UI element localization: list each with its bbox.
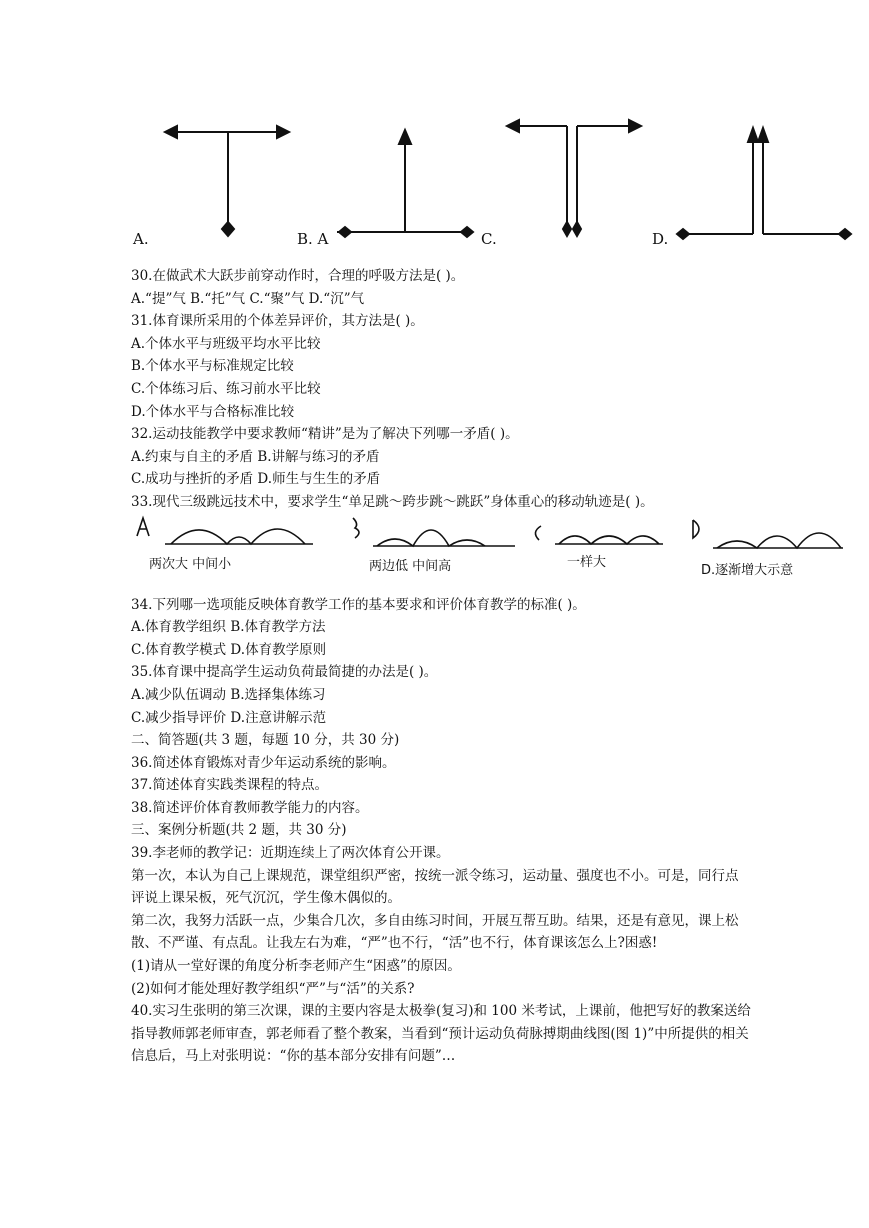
q35-options-ab: A.减少队伍调动 B.选择集体练习: [131, 686, 326, 703]
note-c: 一样大: [567, 554, 607, 570]
q32-stem: 32.运动技能教学中要求教师“精讲”是为了解决下列哪一矛盾( )。: [131, 426, 519, 443]
q34-options-cd: C.体育教学模式 D.体育教学原则: [131, 641, 327, 658]
q30-stem: 30.在做武术大跃步前穿动作时，合理的呼吸方法是( )。: [131, 268, 465, 284]
note-a: 两次大 中间小: [149, 556, 232, 572]
q39-intro: 39.李老师的教学记：近期连续上了两次体育公开课。: [131, 845, 450, 862]
section3-title: 三、案例分析题(共 2 题，共 30 分): [131, 822, 347, 839]
q35-options-cd: C.减少指导评价 D.注意讲解示范: [131, 709, 327, 726]
q38: 38.简述评价体育教师教学能力的内容。: [131, 799, 369, 816]
label-c: C.: [481, 230, 497, 248]
option-a-diagram: [165, 126, 289, 236]
option-d-diagram: [677, 128, 851, 239]
q31-option-b: B.个体水平与标准规定比较: [131, 358, 294, 375]
q37: 37.简述体育实践类课程的特点。: [131, 777, 328, 794]
q39-sub-question-2: (2)如何才能处理好教学组织“严”与“活”的关系?: [131, 980, 415, 997]
q35-stem: 35.体育课中提高学生运动负荷最简捷的办法是( )。: [131, 664, 438, 681]
q39-sub-question-1: (1)请从一堂好课的角度分析李老师产生“困惑”的原因。: [131, 958, 461, 975]
q31-option-c: C.个体练习后、练习前水平比较: [131, 380, 321, 397]
q40-text: 40.实习生张明的第三次课，课的主要内容是太极拳(复习)和 100 米考试，上课前，他把写好的教案送给指导教师郭老师审查，郭老师看了整个教案，当看到“预计运动负荷脉搏期曲线图(图 1)”中所提供的相关信息后，马上对张明说：“你的基本部分安排有问题”…: [131, 1003, 751, 1065]
trajectory-c: [535, 526, 663, 544]
q33-stem: 33.现代三级跳远技术中，要求学生“单足跳～跨步跳～跳跃”身体重心的移动轨迹是( )。: [131, 493, 654, 510]
q39-paragraph-1: 第一次，本认为自己上课规范，课堂组织严密，按统一派令练习，运动量、强度也不小。可是，同行点评说上课呆板，死气沉沉，学生像木偶似的。: [131, 867, 739, 907]
trajectory-a: [137, 518, 313, 544]
trajectory-b: [353, 518, 515, 546]
label-b: B. A: [297, 230, 329, 248]
note-d: D.逐渐增大示意: [701, 562, 794, 578]
option-c-diagram: [507, 120, 641, 236]
q31-option-a: A.个体水平与班级平均水平比较: [131, 335, 321, 352]
q31-option-d: D.个体水平与合格标准比较: [131, 403, 295, 420]
section2-title: 二、简答题(共 3 题，每题 10 分，共 30 分): [131, 732, 400, 749]
q32-options-ab: A.约束与自主的矛盾 B.讲解与练习的矛盾: [131, 448, 380, 465]
arrow-options-figure: [125, 110, 865, 255]
q39-paragraph-2: 第二次，我努力活跃一点，少集合几次，多自由练习时间，开展互帮互助。结果，还是有意见，课上松散、不严谨、有点乱。让我左右为难，“严”也不行，“活”也不行，体育课该怎么上?困惑!: [131, 912, 739, 952]
label-a: A.: [133, 230, 149, 248]
q32-options-cd: C.成功与挫折的矛盾 D.师生与生生的矛盾: [131, 471, 381, 488]
option-b-diagram: [337, 130, 473, 237]
q34-options-ab: A.体育教学组织 B.体育教学方法: [131, 619, 326, 636]
trajectory-d: [693, 520, 843, 548]
q34-stem: 34.下列哪一选项能反映体育教学工作的基本要求和评价体育教学的标准( )。: [131, 596, 586, 613]
note-b: 两边低 中间高: [369, 558, 452, 574]
question-text: [131, 265, 794, 1068]
q31-stem: 31.体育课所采用的个体差异评价，其方法是( )。: [131, 313, 424, 330]
q30-options: A.“提”气 B.“托”气 C.“聚”气 D.“沉”气: [131, 290, 365, 307]
trajectory-figure: [127, 514, 794, 594]
q36: 36.简述体育锻炼对青少年运动系统的影响。: [131, 754, 396, 771]
label-d: D.: [652, 230, 669, 248]
